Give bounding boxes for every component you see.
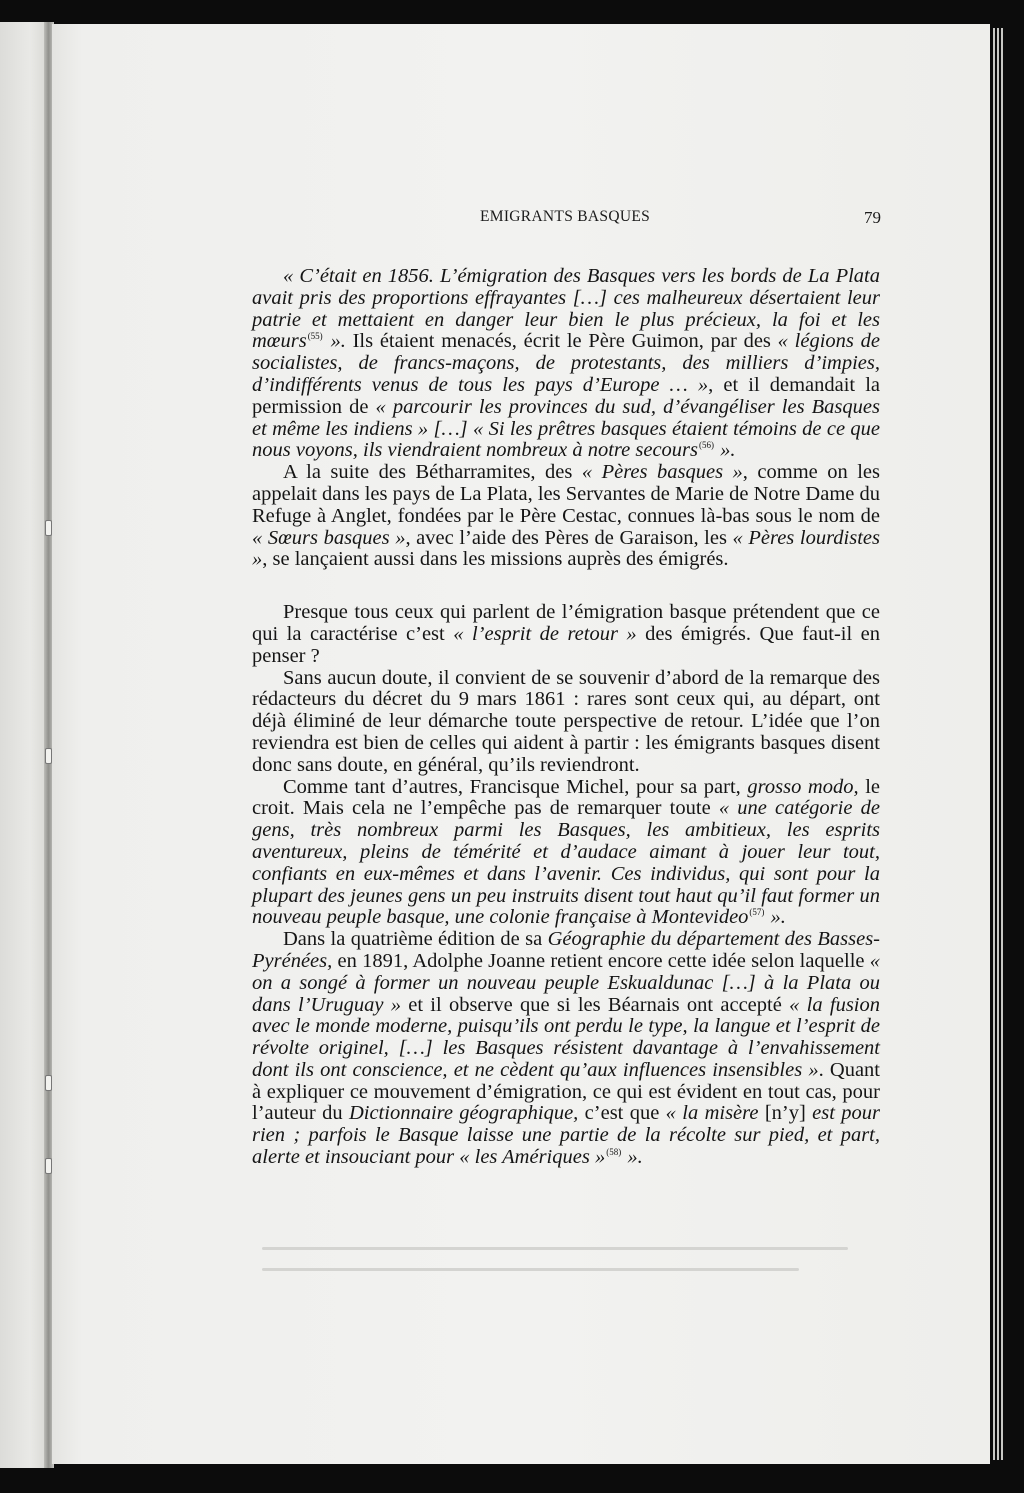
italic-text: « la fusion avec le monde moderne, puisqu’ils ont perdu le type, la langue et l’esprit de révolte originel, […] les Basques résistent davantage à l’envahissement dont ils ont conscience, et ne cèdent qu’aux influences insensibles » (252, 993, 880, 1081)
text-run: des émigrés. Que faut-il en penser ? (252, 622, 881, 667)
text-run: le croit. Mais cela ne l’empêche pas de remarquer toute (252, 775, 881, 820)
show-through-text (262, 1229, 872, 1289)
paragraph-esprit-de-retour (252, 602, 880, 667)
italic-text: « la misère (665, 1102, 765, 1125)
binding-stitch (45, 748, 52, 764)
text-run: Ils étaient menacés, écrit le Père Guimon, par des (352, 330, 778, 353)
binding-stitch (45, 520, 52, 536)
page-stack-edge (1001, 28, 1003, 1460)
text-run: [n’y] (764, 1102, 806, 1125)
section-break (252, 571, 880, 602)
text-run: Presque tous ceux qui parlent de l’émigration basque prétendent que ce qui la caractérise c’est (252, 601, 880, 645)
italic-text: grosso modo, (747, 775, 859, 798)
text-run: Comme tant d’autres, Francisque Michel, pour sa part, (283, 775, 748, 798)
italic-text: ». (622, 1146, 643, 1169)
italic-text: ». (765, 906, 786, 929)
text-run: , se lançaient aussi dans les missions auprès des émigrés. (262, 548, 729, 571)
paragraph-betharramites (252, 462, 880, 571)
italic-text: « Pères basques » (581, 461, 743, 484)
page-content (252, 204, 880, 1169)
text-run: et il observe que si les Béarnais ont accepté (400, 993, 790, 1016)
page-header (252, 204, 880, 234)
italic-text: « on a songé à former un nouveau peuple Eskualdunac […] à la Plata ou dans l’Uruguay » (252, 949, 880, 1016)
footnote-ref: (58) (606, 1147, 622, 1158)
paragraph-decret-1861 (252, 668, 880, 777)
paragraph-francisque-michel (252, 777, 880, 930)
text-run: Dans la quatrième édition de sa (283, 928, 548, 951)
text-run: . Quant à expliquer ce mouvement d’émigration, ce qui est évident en tout cas, pour l’auteur du (252, 1058, 880, 1125)
page-number: 79 (864, 208, 881, 227)
italic-text: « parcourir les provinces du sud, d’évangéliser les Basques et même les indiens » […] « Si les prêtres basques étaient témoins de ce que nous voyons, ils viendraient nombreux à notre secours (252, 395, 880, 462)
body-text (252, 266, 880, 1169)
running-head: EMIGRANTS BASQUES (480, 208, 651, 225)
paragraph-quote-guimon (252, 266, 880, 462)
binding-stitch (45, 1075, 52, 1091)
text-run: Sans aucun doute, il convient de se souvenir d’abord de la remarque des rédacteurs du décret du 9 mars 1861 : rares sont ceux qui, au départ, ont déjà éliminé de leur démarche toute perspective de retour. L’idée que l’on reviendra est bien de celles qui aident à partir : les émigrants basques disent donc sans doute, en général, qu’ils reviendront. (252, 666, 880, 776)
page-stack-edge (993, 28, 995, 1460)
italic-text: est pour rien ; parfois le Basque laisse une partie de la récolte sur pied, et part, alerte et insouciant pour « les Amériques » (252, 1102, 881, 1169)
italic-text: « l’esprit de retour » (453, 622, 637, 645)
left-page-edge (0, 22, 50, 1468)
text-run: en 1891, Adolphe Joanne retient encore cette idée selon laquelle (332, 949, 870, 972)
footnote-ref: (55) (307, 331, 323, 342)
text-run: , avec l’aide des Pères de Garaison, les (405, 526, 733, 549)
text-run: , et il demandait la permission de (252, 373, 880, 418)
italic-text: « Sœurs basques » (252, 526, 406, 549)
italic-text: Dictionnaire géographique, (348, 1102, 579, 1125)
page-stack-edge (997, 28, 999, 1460)
italic-text: Géographie du département des Basses-Pyrénées, (252, 928, 881, 972)
text-run: , comme on les appelait dans les pays de La Plata, les Servantes de Marie de Notre Dame du Refuge à Anglet, fondées par le Père Cestac, connues là-bas sous le nom de (252, 461, 880, 527)
italic-text: « légions de socialistes, de francs-maçons, de protestants, des milliers d’impies, d’indifférents venus de tous les pays d’Europe … » (252, 330, 880, 396)
footnote-ref: (56) (699, 440, 714, 451)
italic-text: ». (715, 439, 736, 462)
text-run: c’est que (578, 1102, 666, 1125)
footnote-ref: (57) (749, 907, 765, 918)
italic-text: « Pères lourdistes » (252, 526, 880, 571)
binding-stitch (45, 1158, 52, 1174)
italic-text: « une catégorie de gens, très nombreux parmi les Basques, les ambitieux, les esprits aventureux, pleins de témérité et d’audace aimant à jouer leur tout, confiants en eux-mêmes et dans l’avenir. Ces individus, qui sont pour la plupart des jeunes gens un peu instruits disent tout haut qu’il faut former un nouveau peuple basque, une colonie française à Montevideo (252, 797, 880, 929)
text-run: A la suite des Bétharramites, des (283, 461, 582, 484)
italic-text: ». (323, 330, 353, 353)
book-page (52, 24, 990, 1464)
italic-text: « C’était en 1856. L’émigration des Basques vers les bords de La Plata avait pris des proportions effrayantes […] ces malheureux désertaient leur patrie et mettaient en danger leur bien le plus précieux, la foi et les mœurs (252, 265, 880, 353)
paragraph-adolphe-joanne (252, 929, 880, 1169)
